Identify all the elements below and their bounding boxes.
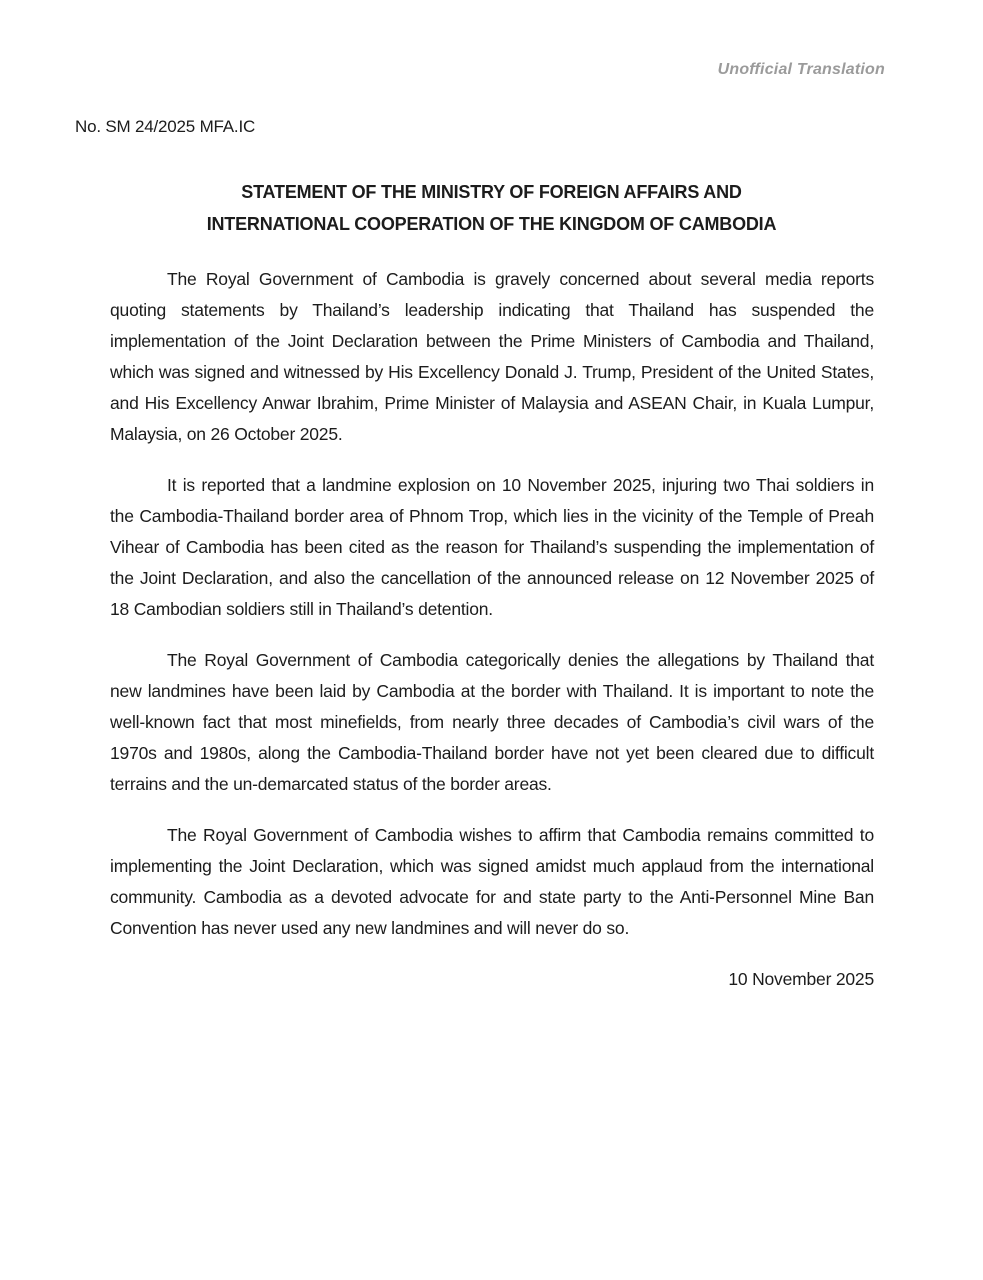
- paragraph-1: The Royal Government of Cambodia is gravely concerned about several media reports quoting statements by Thailand’s leadership indicating that Thailand has suspended the implementation of the Joint Declaration between the Prime Ministers of Cambodia and Thailand, which was signed and witnessed by His Excellency Donald J. Trump, President of the United States, and His Excellency Anwar Ibrahim, Prime Minister of Malaysia and ASEAN Chair, in Kuala Lumpur, Malaysia, on 26 October 2025.: [110, 269, 874, 444]
- document-body: [110, 264, 874, 995]
- translation-note: Unofficial Translation: [717, 61, 885, 78]
- document-title-line-1: STATEMENT OF THE MINISTRY OF FOREIGN AFFAIRS AND: [241, 182, 742, 202]
- reference-number: No. SM 24/2025 MFA.IC: [75, 117, 256, 136]
- document-title-line-2: INTERNATIONAL COOPERATION OF THE KINGDOM OF CAMBODIA: [206, 214, 777, 234]
- document-title: [0, 176, 983, 240]
- paragraph-4: The Royal Government of Cambodia wishes to affirm that Cambodia remains committed to implementing the Joint Declaration, which was signed amidst much applaud from the international community. Cambodia as a devoted advocate for and state party to the Anti-Personnel Mine Ban Convention has never used any new landmines and will never do so.: [110, 825, 874, 938]
- paragraph-2: It is reported that a landmine explosion on 10 November 2025, injuring two Thai soldiers in the Cambodia-Thailand border area of Phnom Trop, which lies in the vicinity of the Temple of Preah Vihear of Cambodia has been cited as the reason for Thailand’s suspending the implementation of the Joint Declaration, and also the cancellation of the announced release on 12 November 2025 of 18 Cambodian soldiers still in Thailand’s detention.: [110, 475, 874, 619]
- paragraph-3: The Royal Government of Cambodia categorically denies the allegations by Thailand that new landmines have been laid by Cambodia at the border with Thailand. It is important to note the well-known fact that most minefields, from nearly three decades of Cambodia’s civil wars of the 1970s and 1980s, along the Cambodia-Thailand border have not yet been cleared due to difficult terrains and the un-demarcated status of the border areas.: [110, 650, 874, 794]
- document-date: 10 November 2025: [728, 969, 874, 989]
